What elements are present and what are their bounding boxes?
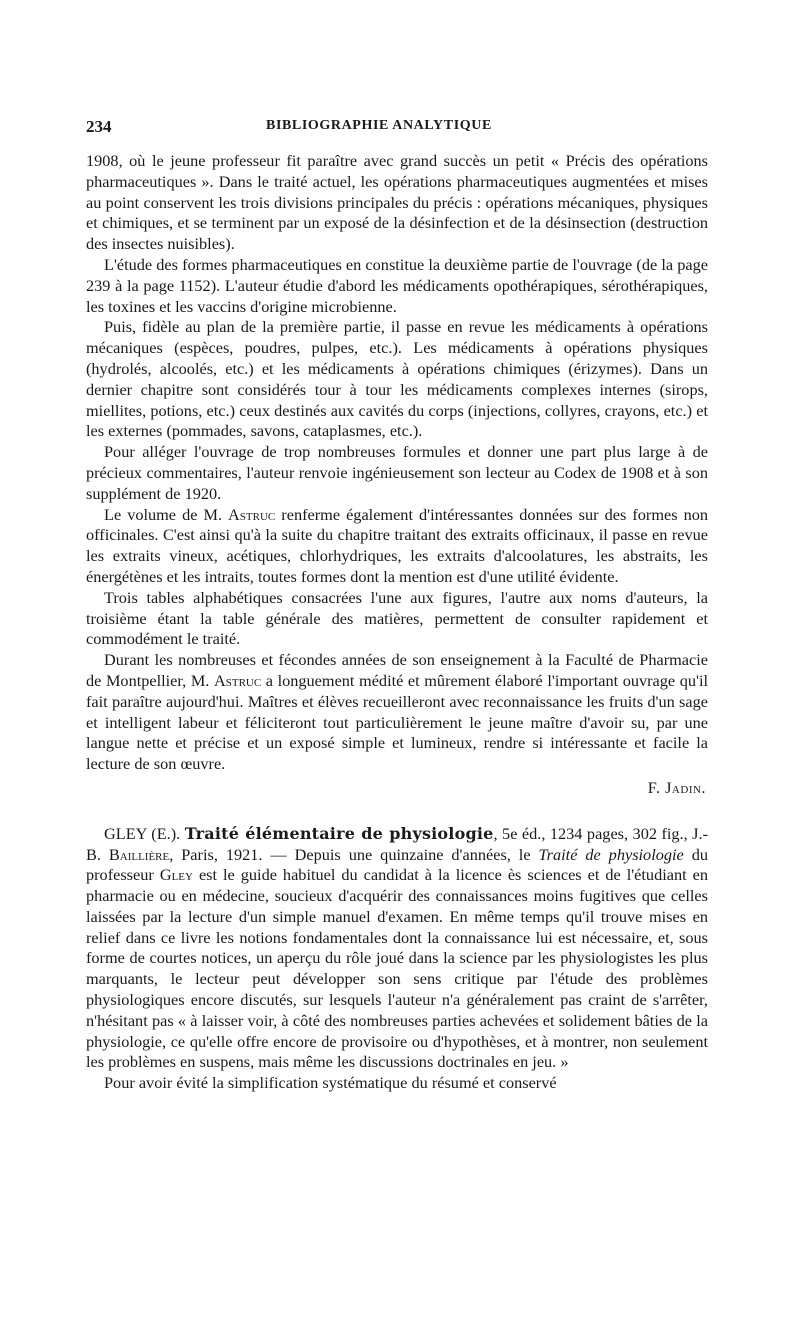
text-run: a longuement médité et mûrement élaboré l'important ouvrage qu'il fait paraître aujourd'hui. Maîtres et élèves recueilleront avec reconnaissance les fruits d'un sage et intelligent labeur et féliciteront tout particulièrement le jeune maître d'avoir su, par une langue nette et précise et un exposé simple et lumineux, rendre si intéressante et facile la lecture de son œuvre. — [86, 670, 708, 774]
author-name: Astruc — [228, 504, 276, 524]
review2-paragraph-2: Pour avoir évité la simplification systématique du résumé et conservé — [104, 1073, 557, 1093]
publisher-name: Baillière — [108, 844, 170, 864]
page-header — [86, 117, 708, 141]
text-run: est le guide habituel du candidat à la licence ès sciences et de l'étudiant en pharmacie ou en médecine, soucieux d'acquérir des connaissances moins fugitives que celles laissées par la lecture d'un simple manuel d'examen. En même temps qu'il trouve mises en relief dans ce livre les notions fondamentales dont la connaissance lui est nécessaire, et, sous forme de courtes notices, un aperçu du rôle joué dans la science par les physiologistes les plus marquants, le lecteur peut développer son sens critique par l'étude des problèmes physiologiques encore discutés, sur lesquels l'auteur n'a généralement pas craint de s'arrêter, n'hésitant pas « à laisser voir, à côté des nombreuses parties achevées et solidement bâties de la physiologie, ce qu'elle offre encore de provisoire ou d'hypothèses, et à montrer, non seulement les problèmes en suspens, mais même les discussions doctrinales en jeu. » — [86, 865, 708, 1072]
review1-paragraph-3: Puis, fidèle au plan de la première partie, il passe en revue les médicaments à opérations mécaniques (espèces, poudres, pulpes, etc.). Les médicaments à opérations physiques (hydrolés, alcoolés, etc.) et les médicaments à opérations chimiques (érizymes). Dans un dernier chapitre sont considérés tour à tour les médicaments complexes internes (sirops, miellites, potions, etc.) ceux destinés aux cavités du corps (injections, collyres, crayons, etc.) et les externes (pommades, savons, cataplasmes, etc.). — [86, 317, 708, 441]
running-title: BIBLIOGRAPHIE ANALYTIQUE — [266, 118, 492, 133]
review1-paragraph-4: Pour alléger l'ouvrage de trop nombreuses formules et donner une part plus large à de précieux commentaires, l'auteur renvoie ingénieusement son lecteur au Codex de 1908 et à son supplément de 1920. — [86, 442, 708, 503]
review1-signature — [86, 778, 708, 799]
section-gap — [86, 799, 708, 824]
text-run: , 5e éd., 1234 pages, 302 fig., J.-B. — [86, 823, 708, 864]
author-name: Astruc — [213, 670, 262, 690]
review1-paragraph-2: L'étude des formes pharmaceutiques en constitue la deuxième partie de l'ouvrage (de la page 239 à la page 1152). L'auteur étudie d'abord les médicaments opothérapiques, sérothérapiques, les toxines et les vaccins d'origine microbienne. — [86, 254, 708, 316]
text-run: Durant les nombreuses et fécondes années de son enseignement à la Faculté de Pharmacie de Montpellier, M. — [86, 650, 708, 690]
book-title-italic: Traité de physiologie — [538, 844, 684, 864]
review1-paragraph-1: 1908, où le jeune professeur fit paraître avec grand succès un petit « Précis des opérations pharmaceutiques ». Dans le traité actuel, les opérations pharmaceutiques augmentées et mises au point conservent les trois divisions principales du précis : opérations mécaniques, physiques et chimiques, et se terminent par un exposé de la désinfection et de la désinsection (destruction des insectes nuisibles). — [86, 151, 708, 254]
review1-paragraph-7 — [86, 650, 708, 775]
body-text — [86, 151, 708, 1094]
text-run: renferme également d'intéressantes données sur des formes non officinales. C'est ainsi qu'à la suite du chapitre traitant des extraits officinaux, il passe en revue les extraits vineux, acétiques, chlorhydriques, les extraits d'alcoolatures, les abstraits, les énergétènes et les intraits, toutes formes dont la mention est d'une utilité évidente. — [86, 504, 708, 586]
review2-book-title: Traité élémentaire de physiologie — [184, 823, 494, 843]
review2-author: GLEY (E.). — [104, 823, 185, 843]
text-run: Le volume de M. — [104, 504, 229, 524]
review1-paragraph-5 — [86, 505, 708, 588]
text-run: , Paris, 1921. — Depuis une quinzaine d'années, le — [169, 844, 539, 864]
text-run: du professeur — [86, 844, 708, 885]
review1-paragraph-6: Trois tables alphabétiques consacrées l'une aux figures, l'autre aux noms d'auteurs, la troisième étant la table générale des matières, permettent de consulter rapidement et commodément le traité. — [86, 587, 708, 649]
signature-text: F. Jadin. — [647, 777, 706, 797]
page-number: 234 — [86, 117, 112, 136]
professor-name: Gley — [159, 865, 193, 885]
review2-paragraph-1 — [86, 824, 708, 1074]
